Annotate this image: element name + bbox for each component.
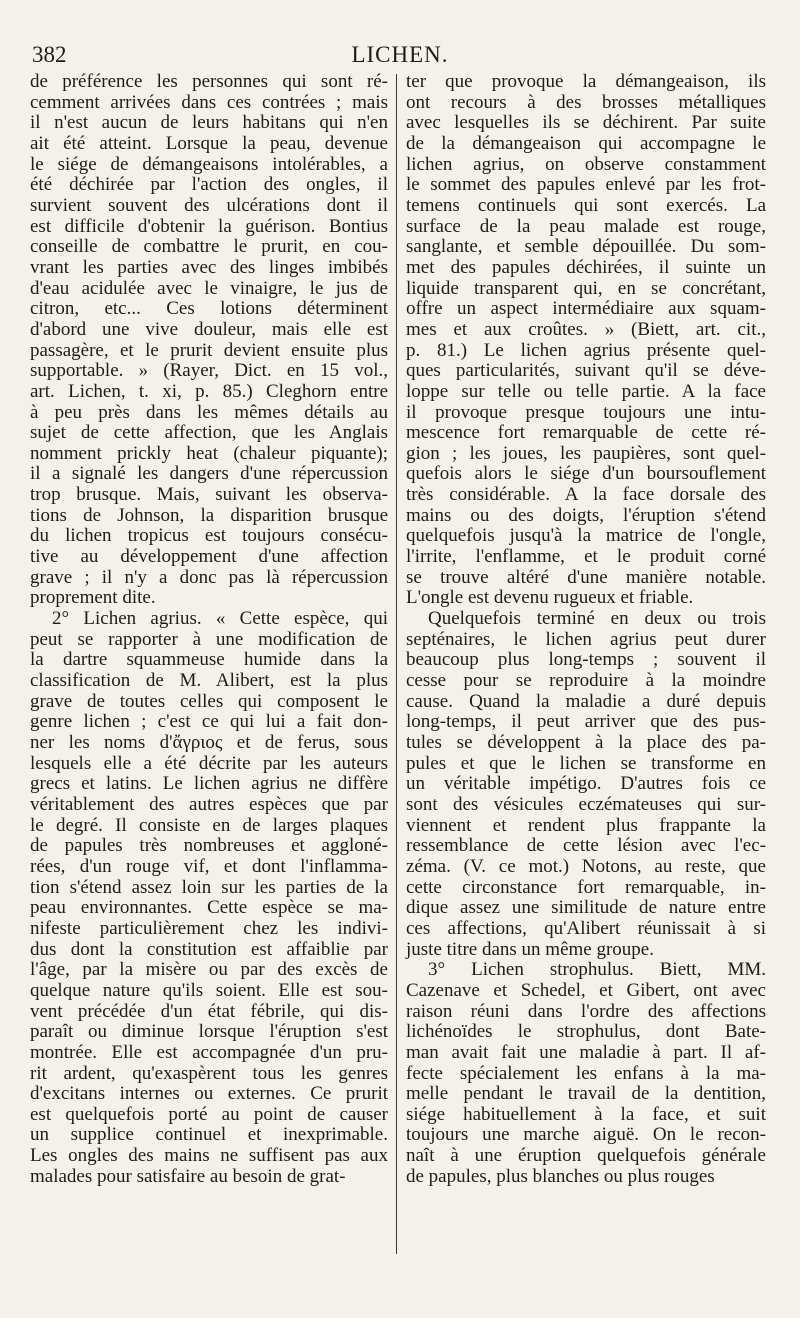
text-line: sont des vésicules eczémateuses qui sur- [406,793,766,815]
text-line: le siége de démangeaisons intolérables, a [30,153,388,175]
text-line: ques particularités, suivant qu'il se déve- [406,360,766,382]
text-line: ner les noms d'ἄγριος et de ferus, sous [30,732,388,753]
text-line: ces affections, qu'Alibert réunissait à si [406,917,766,939]
text-line: de la démangeaison qui accompagne le [406,132,766,154]
text-line: la dartre squammeuse humide dans la [30,649,388,671]
text-line: nomment prickly heat (chaleur piquante); [30,442,388,464]
text-line: surface de la peau malade est rouge, [406,215,766,237]
text-line: tules se développent à la place des pa- [406,732,766,753]
text-line: lichénoïdes le strophulus, dont Bate- [406,1021,766,1043]
text-line: à peu près dans les mêmes détails au [30,401,388,423]
text-line: beaucoup plus long-temps ; souvent il [406,649,766,671]
text-line: liquide transparent qui, en se concrétant, [406,277,766,299]
text-line: 2° Lichen agrius. « Cette espèce, qui [52,608,388,630]
text-line: se trouve altéré d'une manière notable. [406,566,766,588]
text-line: malades pour satisfaire au besoin de grat- [30,1165,346,1187]
text-line: d'eau acidulée avec le vinaigre, le jus de [30,277,388,299]
text-line: proprement dite. [30,587,156,609]
text-line: cette circonstance fort remarquable, in- [406,876,766,898]
text-line: trop brusque. Mais, suivant les observa- [30,484,388,506]
text-line: 3° Lichen strophulus. Biett, MM. [428,959,766,981]
text-line: ait été atteint. Lorsque la peau, devenue [30,132,388,154]
text-line: de papules, plus blanches ou plus rouges [406,1165,715,1187]
text-line: man avait fait une maladie à part. Il af- [406,1041,766,1063]
text-line: Les ongles des mains ne suffisent pas aux [30,1145,388,1167]
text-line: rit ardent, qu'exaspèrent tous les genres [30,1062,388,1084]
page-number: 382 [32,42,67,67]
page-header [30,40,770,74]
text-line: p. 81.) Le lichen agrius présente quel- [406,339,766,361]
text-line: tion s'étend assez loin sur les parties de la [30,876,388,898]
text-line: mains ou des doigts, l'éruption s'étend [406,504,766,526]
text-line: grecs et latins. Le lichen agrius ne diffère [30,773,388,795]
text-line: été déchirée par l'action des ongles, il [30,174,388,196]
text-line: supportable. » (Rayer, Dict. en 15 vol., [30,360,388,382]
text-line: ressemblance de cette lésion avec l'ec- [406,835,766,857]
text-line: le degré. Il consiste en de larges plaques [30,814,388,836]
text-line: zéma. (V. ce mot.) Notons, au reste, que [406,855,766,877]
text-line: du lichen tropicus est toujours consécu- [30,525,388,547]
text-line: septénaires, le lichen agrius peut durer [406,628,766,650]
text-line: fecte spécialement les enfans à la ma- [406,1062,766,1084]
text-line: l'âge, par la misère ou par des excès de [30,959,388,981]
left-column [30,72,388,1187]
text-line: le sommet des papules enlevé par les frot- [406,174,766,196]
text-line: sujet de cette affection, que les Anglais [30,422,388,444]
text-line: d'excitans internes ou externes. Ce prurit [30,1083,388,1105]
text-line: très considérable. A la face dorsale des [406,484,766,506]
text-line: il a signalé les dangers d'une répercussion [30,463,388,485]
text-line: passagère, et le prurit devient ensuite plus [30,339,388,361]
text-line: est difficile d'obtenir la guérison. Bontius [30,215,388,237]
text-line: melle pendant le travail de la dentition, [406,1083,766,1105]
text-line: classification de M. Alibert, est la plus [30,670,388,692]
text-line: juste titre dans un même groupe. [406,938,654,960]
text-line: pules et que le lichen se transforme en [406,752,766,774]
text-line: peut se rapporter à une modification de [30,628,388,650]
text-line: gion ; les joues, les paupières, sont quel- [406,442,766,464]
text-line: L'ongle est devenu rugueux et friable. [406,587,694,609]
text-line: genre lichen ; c'est ce qui lui a fait don- [30,711,388,733]
text-line: tions de Johnson, la disparition brusque [30,504,388,526]
text-line: raison réuni dans l'ordre des affections [406,1000,766,1022]
text-line: offre un aspect intermédiaire aux squam- [406,298,766,320]
text-line: vent précédée d'un état fébrile, qui dis- [30,1000,388,1022]
text-line: un supplice continuel et inexprimable. [30,1124,388,1146]
text-line: quefois alors le siége d'un boursouflement [406,463,766,485]
text-line: viennent et rendent plus frappante la [406,814,766,836]
text-line: quelquefois jusqu'à la matrice de l'ongle, [406,525,766,547]
text-line: tive au développement d'une affection [30,546,388,568]
text-line: paraît ou diminue lorsque l'éruption s'est [30,1021,388,1043]
text-line: met des papules déchirées, il suinte un [406,256,766,278]
text-line: citron, etc... Ces lotions déterminent [30,298,388,320]
column-divider [396,74,397,1254]
text-line: grave de toutes celles qui composent le [30,690,388,712]
text-line: naît à une éruption quelquefois générale [406,1145,766,1167]
text-line: lichen agrius, on observe constamment [406,153,766,175]
text-line: vrant les parties avec des linges imbibés [30,256,388,278]
text-line: mes et aux croûtes. » (Biett, art. cit., [406,318,766,340]
text-line: il provoque presque toujours une intu- [406,401,766,423]
text-line: survient souvent des ulcérations dont il [30,194,388,216]
text-line: cesse pour se reproduire à la moindre [406,670,766,692]
text-line: sanglante, et semble dépouillée. Du som- [406,236,766,258]
text-line: de préférence les personnes qui sont ré- [30,71,388,92]
text-line: un véritable impétigo. D'autres fois ce [406,773,766,795]
text-line: véritablement des autres espèces que par [30,793,388,815]
text-line: il n'est aucun de leurs habitans qui n'en [30,112,388,134]
text-line: Quelquefois terminé en deux ou trois [428,608,766,630]
text-line: d'abord une vive douleur, mais elle est [30,318,388,340]
text-line: toujours une marche aiguë. On le recon- [406,1124,766,1146]
text-line: nifeste particulièrement chez les indivi- [30,917,388,939]
text-line: avec lesquelles ils se déchirent. Par suite [406,112,766,134]
text-line: l'irrite, l'enflamme, et le produit corné [406,546,766,568]
text-line: quelque nature qu'ils soient. Elle est sou- [30,979,388,1001]
text-line: mescence fort remarquable de cette ré- [406,422,766,444]
text-line: ter que provoque la démangeaison, ils [406,71,766,92]
text-line: siége habituellement à la face, et suit [406,1103,766,1125]
text-line: est quelquefois porté au point de causer [30,1103,388,1125]
text-line: lesquels elle a été décrite par les auteurs [30,752,388,774]
right-column [406,72,766,1187]
text-line: montrée. Elle est accompagnée d'un pru- [30,1041,388,1063]
text-line: dique assez une similitude de nature entre [406,897,766,919]
text-line: Cazenave et Schedel, et Gibert, ont avec [406,979,766,1001]
text-line: ont recours à des brosses métalliques [406,91,766,113]
text-line: de papules très nombreuses et aggloné- [30,835,388,857]
text-line: cemment arrivées dans ces contrées ; mais [30,91,388,113]
text-line: dus dont la constitution est affaiblie par [30,938,388,960]
text-line: loppe sur telle ou telle partie. A la face [406,380,766,402]
text-line: temens continuels qui sont exercés. La [406,194,766,216]
text-line: grave ; il n'y a donc pas là répercussion [30,566,388,588]
text-line: cause. Quand la maladie a duré depuis [406,690,766,712]
text-line: conseille de combattre le prurit, en cou- [30,236,388,258]
running-title: LICHEN. [351,42,449,67]
text-line: peau environnantes. Cette espèce se ma- [30,897,388,919]
text-line: long-temps, il peut arriver que des pus- [406,711,766,733]
text-line: rées, d'un rouge vif, et dont l'inflamma- [30,855,388,877]
text-line: art. Lichen, t. xi, p. 85.) Cleghorn entre [30,380,388,402]
